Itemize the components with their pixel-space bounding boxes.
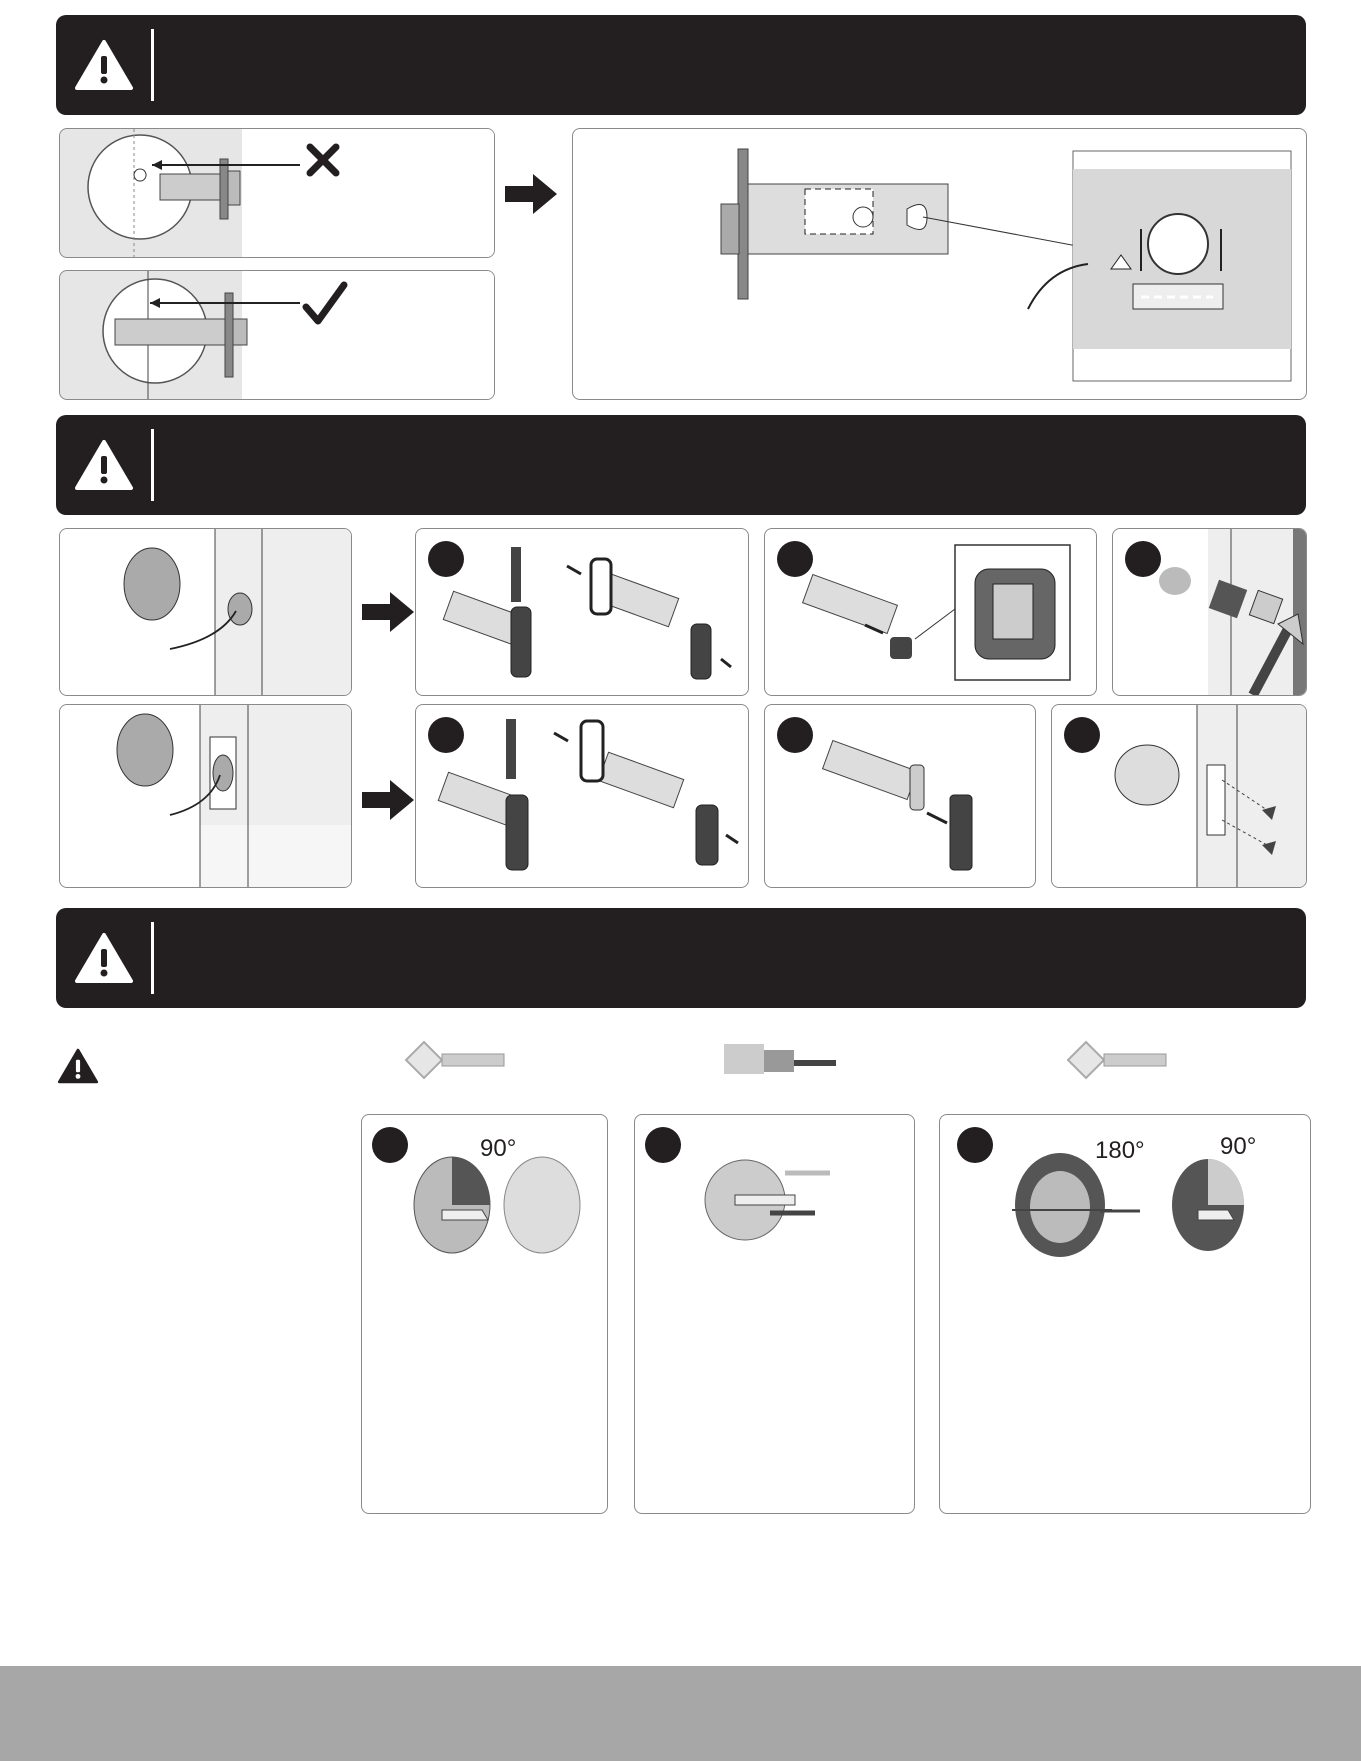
footer-bar	[0, 1666, 1361, 1761]
x-mark-icon	[60, 129, 494, 257]
arrow-right-icon	[362, 590, 414, 634]
key-icon	[1064, 1038, 1170, 1082]
latch-correct-panel	[59, 270, 495, 400]
rotation-angle-label: 90°	[1220, 1133, 1257, 1160]
faceplate-swap-panel-b	[415, 704, 749, 888]
banner-divider	[151, 922, 154, 994]
rekey-step-1-panel	[361, 1114, 608, 1514]
warning-icon	[56, 1048, 100, 1084]
hammer-panel	[1112, 528, 1307, 696]
latch-incorrect-panel	[59, 128, 495, 258]
rekey-step-3-panel	[939, 1114, 1311, 1514]
screws-panel	[1051, 704, 1307, 888]
warning-icon	[74, 439, 134, 491]
rekey-step-2-panel	[634, 1114, 915, 1514]
warning-banner-2	[56, 415, 1306, 515]
door-edge-panel-b	[59, 704, 352, 888]
latch-detail-panel	[572, 128, 1307, 400]
rotation-angle-label: 90°	[480, 1135, 517, 1162]
warning-banner-1	[56, 15, 1306, 115]
faceplate-swap-panel-a	[415, 528, 749, 696]
arrow-right-icon	[505, 172, 557, 216]
banner-divider	[151, 29, 154, 101]
warning-banner-3	[56, 908, 1306, 1008]
door-edge-panel-a	[59, 528, 352, 696]
smartkey-tool-icon	[724, 1040, 836, 1080]
drive-adapter-panel	[764, 528, 1097, 696]
check-mark-icon	[60, 271, 494, 399]
banner-divider	[151, 429, 154, 501]
key-icon	[402, 1038, 508, 1082]
warning-icon	[74, 932, 134, 984]
rotation-angle-label: 180°	[1095, 1137, 1145, 1164]
latch-faceplate-panel	[764, 704, 1036, 888]
warning-icon	[74, 39, 134, 91]
arrow-right-icon	[362, 778, 414, 822]
